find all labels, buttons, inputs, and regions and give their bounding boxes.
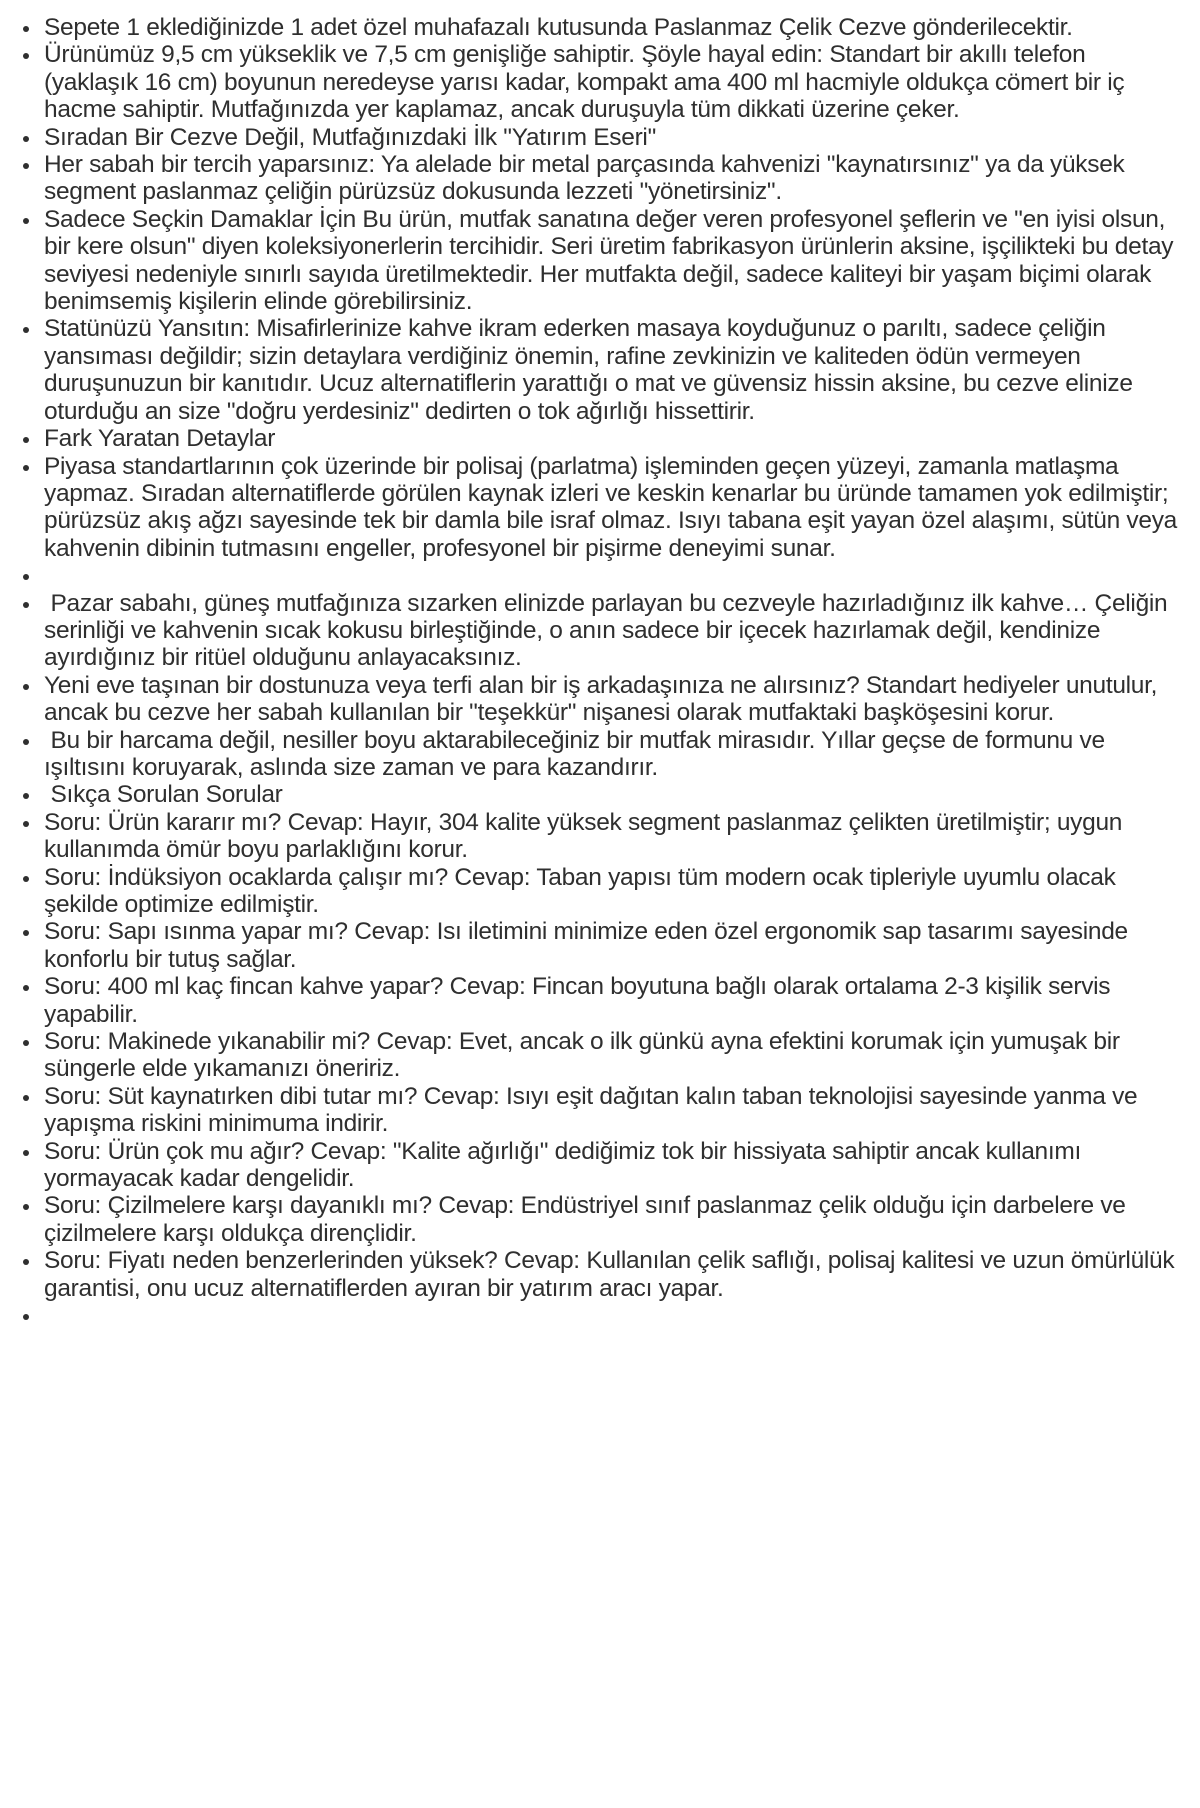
list-item: • Pazar sabahı, güneş mutfağınıza sızarken elinizde parlayan bu cezveyle hazırladığınız ilk kahve… Çeliğin serinliği ve kahvenin sıcak kokusu birleştiğinde, o anın sadece bir içecek hazırlamak değil, kendinize ayırdığınız bir ritüel olduğunu anlayacaksınız. xyxy=(42,590,1182,672)
list-item: • Soru: 400 ml kaç fincan kahve yapar? Cevap: Fincan boyutuna bağlı olarak ortalama 2-3 kişilik servis yapabilir. xyxy=(42,973,1182,1028)
list-item: • Soru: Süt kaynatırken dibi tutar mı? Cevap: Isıyı eşit dağıtan kalın taban teknolojisi sayesinde yanma ve yapışma riskini minimuma indirir. xyxy=(42,1083,1182,1138)
list-item: • Soru: Makinede yıkanabilir mi? Cevap: Evet, ancak o ilk günkü ayna efektini korumak için yumuşak bir süngerle elde yıkamanızı öneririz. xyxy=(42,1028,1182,1083)
list-item: • Her sabah bir tercih yaparsınız: Ya alelade bir metal parçasında kahvenizi "kaynatırsınız" ya da yüksek segment paslanmaz çeliğin pürüzsüz dokusunda lezzeti "yönetirsiniz". xyxy=(42,151,1182,206)
list-item xyxy=(42,1302,1182,1329)
list-item: • Soru: Ürün çok mu ağır? Cevap: "Kalite ağırlığı" dediğimiz tok bir hissiyata sahiptir ancak kullanımı yormayacak kadar dengelidir. xyxy=(42,1138,1182,1193)
list-item: • Soru: Çizilmelere karşı dayanıklı mı? Cevap: Endüstriyel sınıf paslanmaz çelik olduğu için darbelere ve çizilmelere karşı oldukça dirençlidir. xyxy=(42,1192,1182,1247)
list-item: • Sepete 1 eklediğinizde 1 adet özel muhafazalı kutusunda Paslanmaz Çelik Cezve gönderilecektir. xyxy=(42,14,1182,41)
list-item: • Soru: Ürün kararır mı? Cevap: Hayır, 304 kalite yüksek segment paslanmaz çelikten üretilmiştir; uygun kullanımda ömür boyu parlaklığını korur. xyxy=(42,809,1182,864)
list-item: • Bu bir harcama değil, nesiller boyu aktarabileceğiniz bir mutfak mirasıdır. Yıllar geçse de formunu ve ışıltısını koruyarak, aslında size zaman ve para kazandırır. xyxy=(42,727,1182,782)
list-item: • Ürünümüz 9,5 cm yükseklik ve 7,5 cm genişliğe sahiptir. Şöyle hayal edin: Standart bir akıllı telefon (yaklaşık 16 cm) boyunun neredeyse yarısı kadar, kompakt ama 400 ml hacmiyle oldukça cömert bir iç hacme sahiptir. Mutfağınızda yer kaplamaz, ancak duruşuyla tüm dikkati üzerine çeker. xyxy=(42,41,1182,123)
list-item: • Soru: İndüksiyon ocaklarda çalışır mı? Cevap: Taban yapısı tüm modern ocak tipleriyle uyumlu olacak şekilde optimize edilmiştir. xyxy=(42,864,1182,919)
product-description-section xyxy=(0,8,1200,1336)
list-item: • Statünüzü Yansıtın: Misafirlerinize kahve ikram ederken masaya koyduğunuz o parıltı, sadece çeliğin yansıması değildir; sizin detaylara verdiğiniz önemin, rafine zevkinizin ve kaliteden ödün vermeyen duruşunuzun bir kanıtıdır. Ucuz alternatiflerin yarattığı o mat ve güvensiz hissin aksine, bu cezve elinize oturduğu an size "doğru yerdesiniz" dedirten o tok ağırlığı hissettirir. xyxy=(42,315,1182,425)
list-item: • Sıkça Sorulan Sorular xyxy=(42,781,1182,808)
list-item: • Soru: Fiyatı neden benzerlerinden yüksek? Cevap: Kullanılan çelik saflığı, polisaj kalitesi ve uzun ömürlülük garantisi, onu ucuz alternatiflerden ayıran bir yatırım aracı yapar. xyxy=(42,1247,1182,1302)
list-item: • Soru: Sapı ısınma yapar mı? Cevap: Isı iletimini minimize eden özel ergonomik sap tasarımı sayesinde konforlu bir tutuş sağlar. xyxy=(42,918,1182,973)
list-item: • Yeni eve taşınan bir dostunuza veya terfi alan bir iş arkadaşınıza ne alırsınız? Standart hediyeler unutulur, ancak bu cezve her sabah kullanılan bir "teşekkür" nişanesi olarak mutfaktaki başköşesini korur. xyxy=(42,672,1182,727)
list-item xyxy=(42,562,1182,589)
list-item: • Piyasa standartlarının çok üzerinde bir polisaj (parlatma) işleminden geçen yüzeyi, zamanla matlaşma yapmaz. Sıradan alternatiflerde görülen kaynak izleri ve keskin kenarlar bu üründe tamamen yok edilmiştir; pürüzsüz akış ağzı sayesinde tek bir damla bile israf olmaz. Isıyı tabana eşit yayan özel alaşımı, sütün veya kahvenin dibinin tutmasını engeller, profesyonel bir pişirme deneyimi sunar. xyxy=(42,453,1182,563)
list-item: • Fark Yaratan Detaylar xyxy=(42,425,1182,452)
product-description-list xyxy=(0,8,1200,1336)
list-item: • Sıradan Bir Cezve Değil, Mutfağınızdaki İlk "Yatırım Eseri" xyxy=(42,124,1182,151)
list-item: • Sadece Seçkin Damaklar İçin Bu ürün, mutfak sanatına değer veren profesyonel şeflerin ve "en iyisi olsun, bir kere olsun" diyen koleksiyonerlerin tercihidir. Seri üretim fabrikasyon ürünlerin aksine, işçilikteki bu detay seviyesi nedeniyle sınırlı sayıda üretilmektedir. Her mutfakta değil, sadece kaliteyi bir yaşam biçimi olarak benimsemiş kişilerin elinde görebilirsiniz. xyxy=(42,206,1182,316)
